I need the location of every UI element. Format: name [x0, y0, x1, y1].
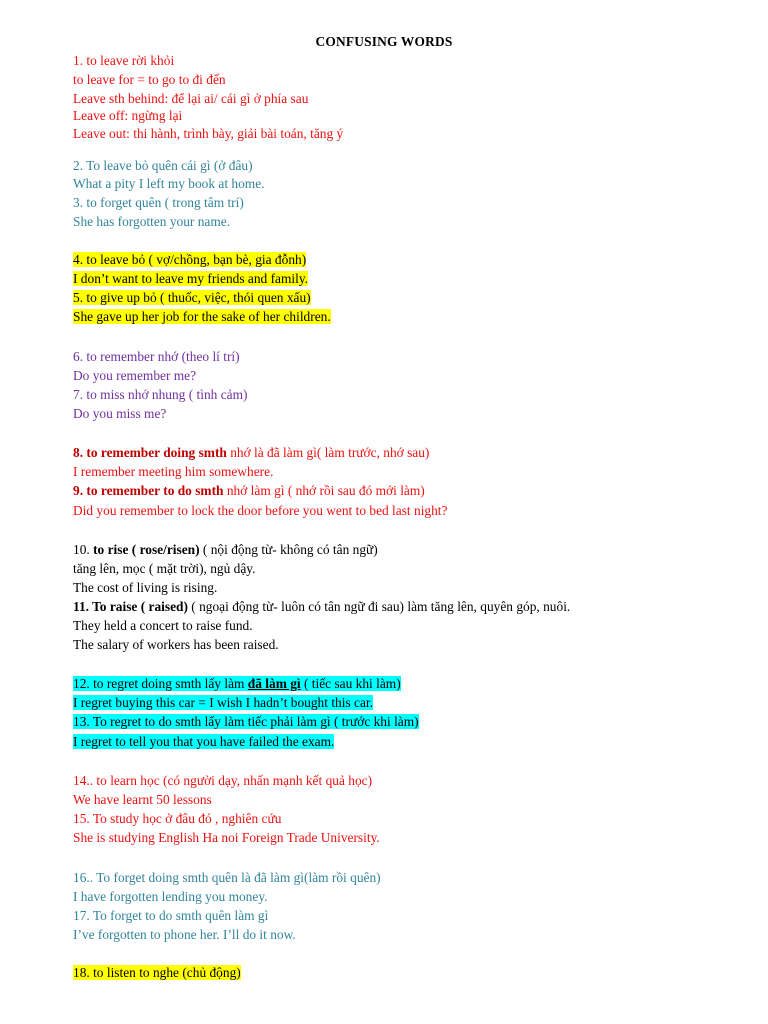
highlighted-line: 12. to regret doing smth lấy làm đã làm gì ( tiếc sau khi làm) — [73, 676, 401, 691]
text-line: Leave sth behind: để lại ai/ cái gì ở phía sau — [73, 91, 309, 106]
highlighted-line: I regret buying this car = I wish I hadn’t bought this car. — [73, 695, 373, 710]
term-meaning: nhớ là đã làm gì( làm trước, nhớ sau) — [226, 445, 430, 460]
text-line: She is studying English Ha noi Foreign Trade University. — [73, 830, 380, 845]
text-line: to leave for = to go to đi đến — [73, 72, 226, 87]
text-line: tăng lên, mọc ( mặt trời), ngủ dậy. — [73, 561, 256, 576]
text-line — [73, 598, 570, 615]
text-line: What a pity I left my book at home. — [73, 176, 265, 191]
text-line: 16.. To forget doing smth quên là đã làm gì(làm rồi quên) — [73, 870, 381, 885]
highlighted-line: 5. to give up bỏ ( thuốc, việc, thói quen xấu) — [73, 290, 311, 305]
text-line: I’ve forgotten to phone her. I’ll do it now. — [73, 927, 296, 942]
text-line: I have forgotten lending you money. — [73, 889, 268, 904]
text-line: I remember meeting him somewhere. — [73, 464, 274, 479]
text-line: 14.. to learn học (có người dạy, nhấn mạnh kết quả học) — [73, 773, 373, 788]
term-bold: 11. To raise ( raised) — [73, 599, 188, 614]
text-line: 15. To study học ở đâu đó , nghiên cứu — [73, 811, 282, 826]
highlighted-line: 4. to leave bỏ ( vợ/chồng, bạn bè, gia đỗnh) — [73, 252, 307, 267]
term-bold: 8. to remember doing smth — [73, 445, 227, 460]
highlighted-line: 18. to listen to nghe (chủ động) — [73, 965, 241, 980]
text-line: 2. To leave bỏ quên cái gì (ở đâu) — [73, 158, 253, 173]
highlighted-line: She gave up her job for the sake of her children. — [73, 309, 331, 324]
text-line: The cost of living is rising. — [73, 580, 218, 595]
text-line: 3. to forget quên ( trong tâm trí) — [73, 195, 244, 210]
page-title: CONFUSING WORDS — [315, 34, 453, 49]
text-line: Did you remember to lock the door before you went to bed last night? — [73, 503, 448, 518]
text-line: 7. to miss nhớ nhung ( tình cảm) — [73, 387, 248, 402]
text-line: 17. To forget to do smth quên làm gì — [73, 908, 269, 923]
term-meaning: ( nội động từ- không có tân ngữ) — [199, 542, 378, 557]
highlighted-line: I regret to tell you that you have failed the exam. — [73, 734, 335, 749]
emphasis-text: đã làm gì — [247, 676, 301, 691]
term-bold: 9. to remember to do smth — [73, 483, 224, 498]
text-line: Leave out: thi hành, trình bày, giải bài toán, tăng ý — [73, 126, 344, 141]
highlighted-line: 13. To regret to do smth lấy làm tiếc phải làm gì ( trước khi làm) — [73, 714, 419, 729]
text-line — [73, 444, 429, 461]
text-line: Do you remember me? — [73, 368, 197, 383]
text-line: We have learnt 50 lessons — [73, 792, 212, 807]
highlighted-line: I don’t want to leave my friends and family. — [73, 271, 309, 286]
text-line: She has forgotten your name. — [73, 214, 231, 229]
text-line: 1. to leave rời khỏi — [73, 53, 175, 68]
text-line: They held a concert to raise fund. — [73, 618, 253, 633]
term-meaning: ( ngoại động từ- luôn có tân ngữ đi sau) làm tăng lên, quyên góp, nuôi. — [187, 599, 571, 614]
term-bold: to rise ( rose/risen) — [93, 542, 200, 557]
text-line — [73, 482, 425, 499]
text-line: Leave off: ngừng lại — [73, 108, 183, 123]
text-line: The salary of workers has been raised. — [73, 637, 279, 652]
text-line: 10. to rise ( rose/risen) ( nội động từ- không có tân ngữ) — [73, 542, 378, 557]
text-line: 6. to remember nhớ (theo lí trí) — [73, 349, 240, 364]
text-line: Do you miss me? — [73, 406, 167, 421]
term-meaning: nhớ làm gì ( nhớ rồi sau đó mới làm) — [223, 483, 425, 498]
